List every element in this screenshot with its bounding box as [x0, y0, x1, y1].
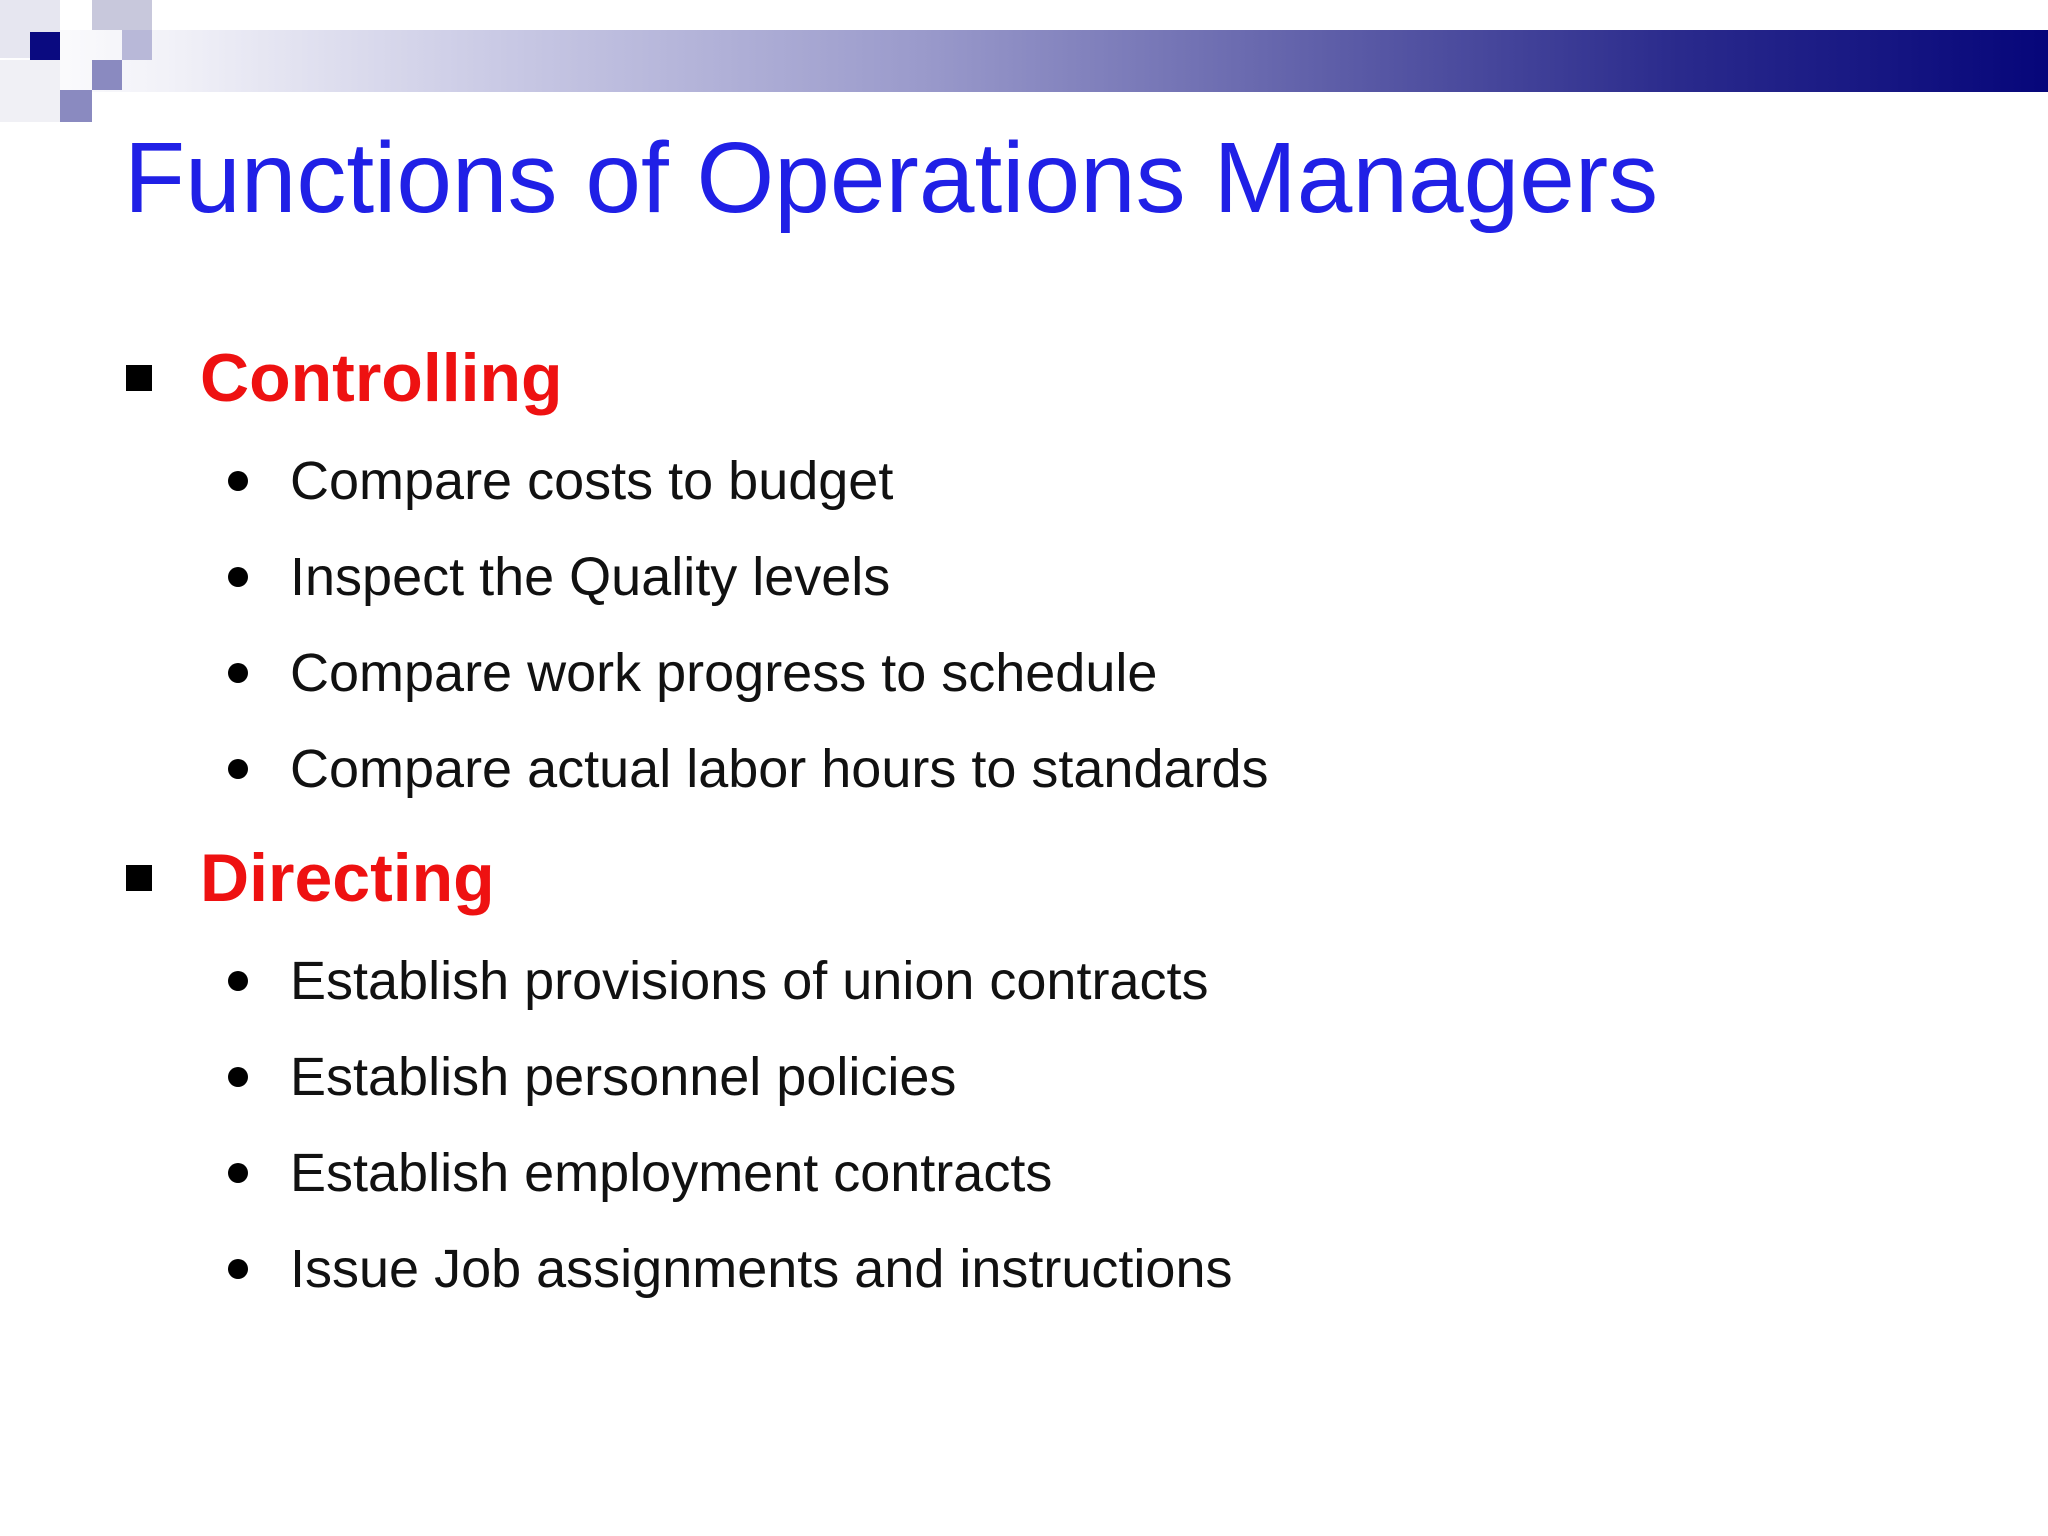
list-item-text: Establish provisions of union contracts: [290, 951, 1209, 1011]
list-item: [228, 1042, 956, 1112]
section-heading-directing: [126, 838, 495, 918]
bullet-dot-icon: [228, 471, 248, 491]
section-label: Controlling: [200, 340, 563, 416]
square-bullet-icon: [126, 865, 152, 891]
section-label: Directing: [200, 840, 495, 916]
list-item-text: Issue Job assignments and instructions: [290, 1239, 1233, 1299]
list-item: [228, 638, 1157, 708]
bullet-dot-icon: [228, 1067, 248, 1087]
list-item-text: Compare work progress to schedule: [290, 643, 1158, 703]
bullet-dot-icon: [228, 567, 248, 587]
list-item: [228, 1234, 1233, 1304]
bullet-dot-icon: [228, 663, 248, 683]
list-item-text: Establish employment contracts: [290, 1143, 1053, 1203]
bullet-dot-icon: [228, 1163, 248, 1183]
square-bullet-icon: [126, 365, 152, 391]
list-item-text: Compare costs to budget: [290, 451, 894, 511]
list-item: [228, 542, 890, 612]
list-item-text: Inspect the Quality levels: [290, 547, 891, 607]
list-item-text: Establish personnel policies: [290, 1047, 957, 1107]
list-item: [228, 946, 1208, 1016]
bullet-dot-icon: [228, 971, 248, 991]
bullet-dot-icon: [228, 1259, 248, 1279]
bullet-dot-icon: [228, 759, 248, 779]
section-heading-controlling: [126, 338, 563, 418]
list-item-text: Compare actual labor hours to standards: [290, 739, 1269, 799]
list-item: [228, 734, 1269, 804]
slide-title: Functions of Operations Managers: [124, 122, 1659, 234]
list-item: [228, 1138, 1052, 1208]
list-item: [228, 446, 893, 516]
